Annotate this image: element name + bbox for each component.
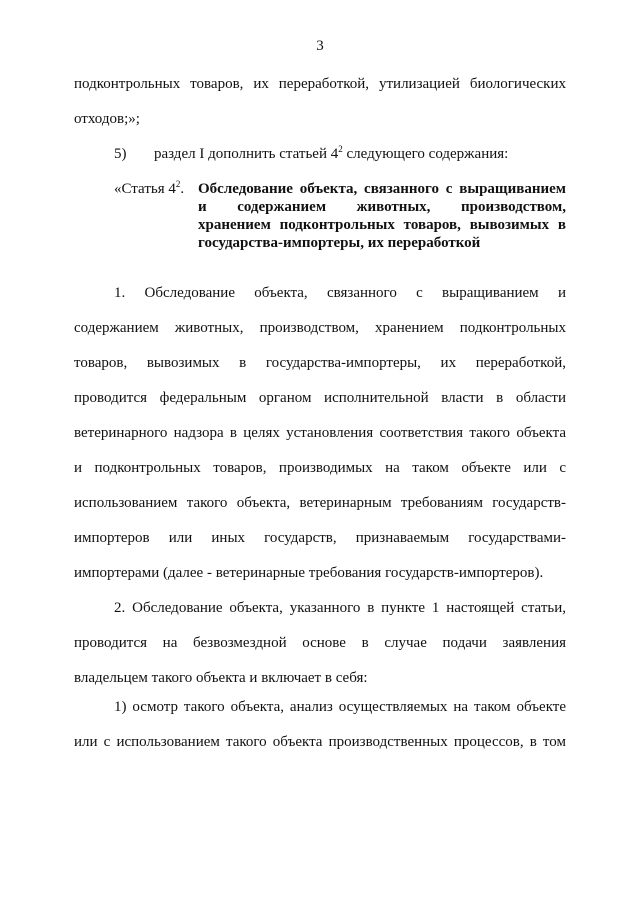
text-line: подконтрольных товаров, их переработкой, утилизацией биологических: [74, 76, 566, 92]
article-title: [198, 180, 566, 252]
list-item-5: [114, 142, 508, 166]
article-title-line: хранением подконтрольных товаров, вывозимых в: [198, 217, 566, 233]
text-line: ветеринарного надзора в целях установления соответствия такого объекта: [74, 425, 566, 441]
list-item-number: 5): [114, 146, 127, 162]
text-line: 2. Обследование объекта, указанного в пункте 1 настоящей статьи,: [114, 600, 566, 616]
list-item-text-end: следующего содержания:: [342, 146, 509, 162]
text-line: владельцем такого объекта и включает в себя:: [74, 670, 368, 686]
top-paragraph: [74, 67, 566, 137]
paragraph-1: [74, 276, 566, 591]
page-number: 3: [316, 38, 324, 54]
text-line: отходов;»;: [74, 111, 140, 127]
text-line: товаров, вывозимых в государства-импортеры, их переработкой,: [74, 355, 566, 371]
article-title-line: государства-импортеры, их переработкой: [198, 235, 481, 251]
superscript: 2: [175, 179, 181, 189]
text-line: содержанием животных, производством, хранением подконтрольных: [74, 320, 566, 336]
superscript: 2: [338, 144, 343, 154]
text-line: проводится федеральным органом исполнительной власти в области: [74, 390, 566, 406]
article-title-line: Обследование объекта, связанного с выращиванием: [198, 181, 566, 197]
article-label: «Статья $4^2$.: [114, 179, 185, 197]
text-line: 1) осмотр такого объекта, анализ осуществляемых на таком объекте: [114, 699, 566, 715]
text-line: импортерами (далее - ветеринарные требования государств-импортеров).: [74, 565, 544, 581]
article-title-line: и содержанием животных, производством,: [198, 199, 566, 215]
paragraph-3: [74, 690, 566, 760]
text-line: импортеров или иных государств, признаваемым государствами-: [74, 530, 566, 546]
text-line: использованием такого объекта, ветеринарным требованиям государств-: [74, 495, 566, 511]
text-line: или с использованием такого объекта производственных процессов, в том: [74, 734, 566, 750]
list-item-text: раздел I дополнить статьей 4: [154, 146, 339, 162]
text-line: проводится на безвозмездной основе в случае подачи заявления: [74, 635, 566, 651]
text-line: 1. Обследование объекта, связанного с выращиванием и: [114, 285, 566, 301]
paragraph-2: [74, 591, 566, 696]
text-line: и подконтрольных товаров, производимых на таком объекте или с: [74, 460, 566, 476]
